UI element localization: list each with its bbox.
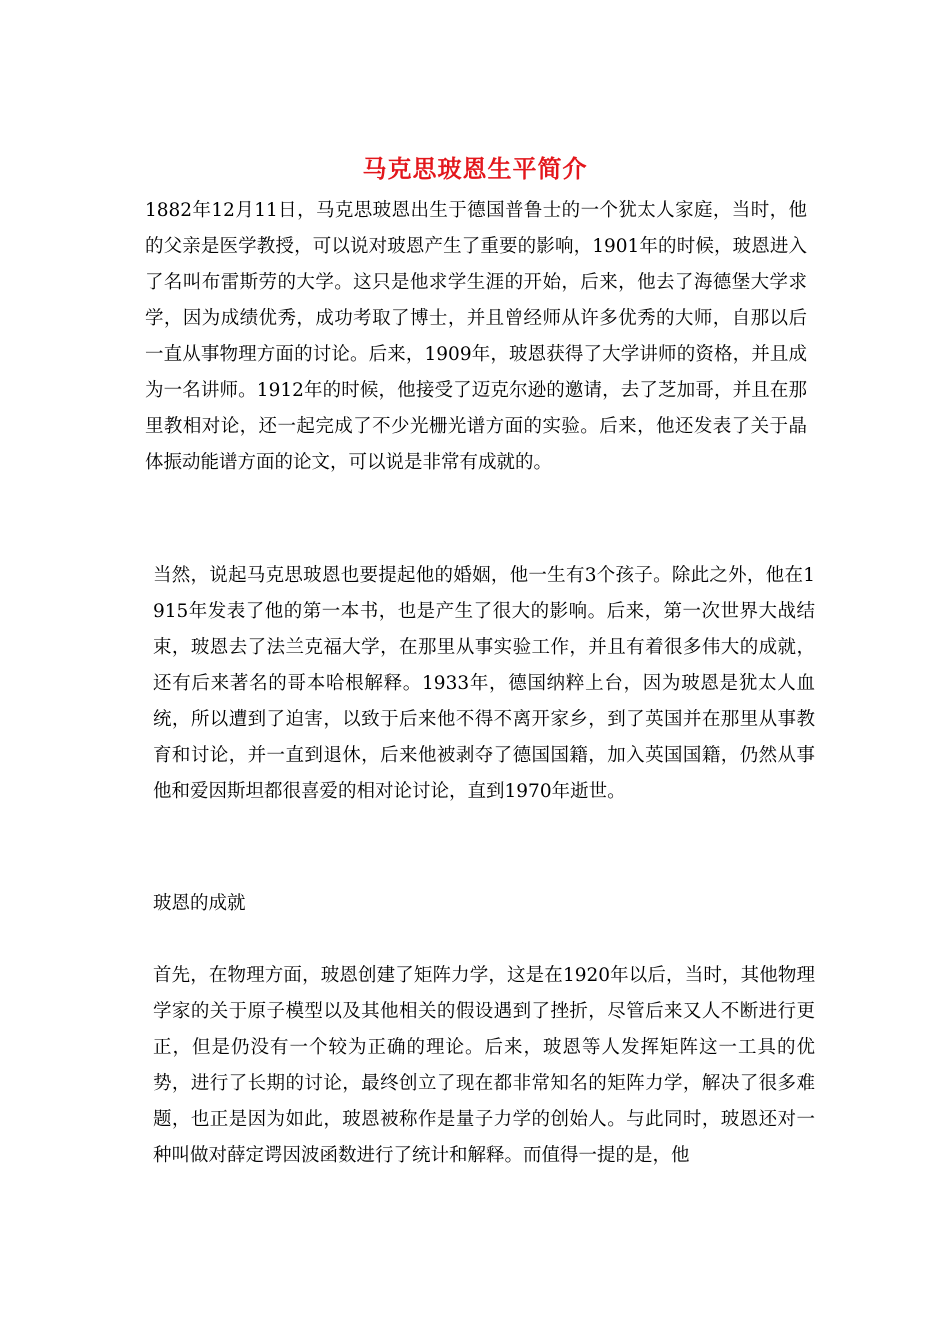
paragraph-marriage-career: 当然，说起马克思玻恩也要提起他的婚姻，他一生有3个孩子。除此之外，他在1915年发表了他的第一本书，也是产生了很大的影响。后来，第一次世界大战结束，玻恩去了法兰克福大学，在那里从事实验工作，并且有着很多伟大的成就，还有后来著名的哥本哈根解释。1933年，德国纳粹上台，因为玻恩是犹太人血统，所以遭到了迫害，以致于后来他不得不离开家乡，到了英国并在那里从事教育和讨论，并一直到退休，后来他被剥夺了德国国籍，加入英国国籍，仍然从事他和爱因斯坦都很喜爱的相对论讨论，直到1970年逝世。 xyxy=(153,565,815,802)
paragraph-achievements: 首先，在物理方面，玻恩创建了矩阵力学，这是在1920年以后，当时，其他物理学家的关于原子模型以及其他相关的假设遇到了挫折，尽管后来又人不断进行更正，但是仍没有一个较为正确的理论。后来，玻恩等人发挥矩阵这一工具的优势，进行了长期的讨论，最终创立了现在都非常知名的矩阵力学，解决了很多难题，也正是因为如此，玻恩被称作是量子力学的创始人。与此同时，玻恩还对一种叫做对薛定谔因波函数进行了统计和解释。而值得一提的是，他 xyxy=(153,965,815,1166)
document-title: 马克思玻恩生平简介 xyxy=(362,154,588,183)
section-heading: 玻恩的成就 xyxy=(153,893,246,914)
paragraph-birth-education: 1882年12月11日，马克思玻恩出生于德国普鲁士的一个犹太人家庭，当时，他的父亲是医学教授，可以说对玻恩产生了重要的影响，1901年的时候，玻恩进入了名叫布雷斯劳的大学。这只是他求学生涯的开始，后来，他去了海德堡大学求学，因为成绩优秀，成功考取了博士，并且曾经师从许多优秀的大师，自那以后一直从事物理方面的讨论。后来，1909年，玻恩获得了大学讲师的资格，并且成为一名讲师。1912年的时候，他接受了迈克尔逊的邀请，去了芝加哥，并且在那里教相对论，还一起完成了不少光栅光谱方面的实验。后来，他还发表了关于晶体振动能谱方面的论文，可以说是非常有成就的。 xyxy=(145,200,807,473)
